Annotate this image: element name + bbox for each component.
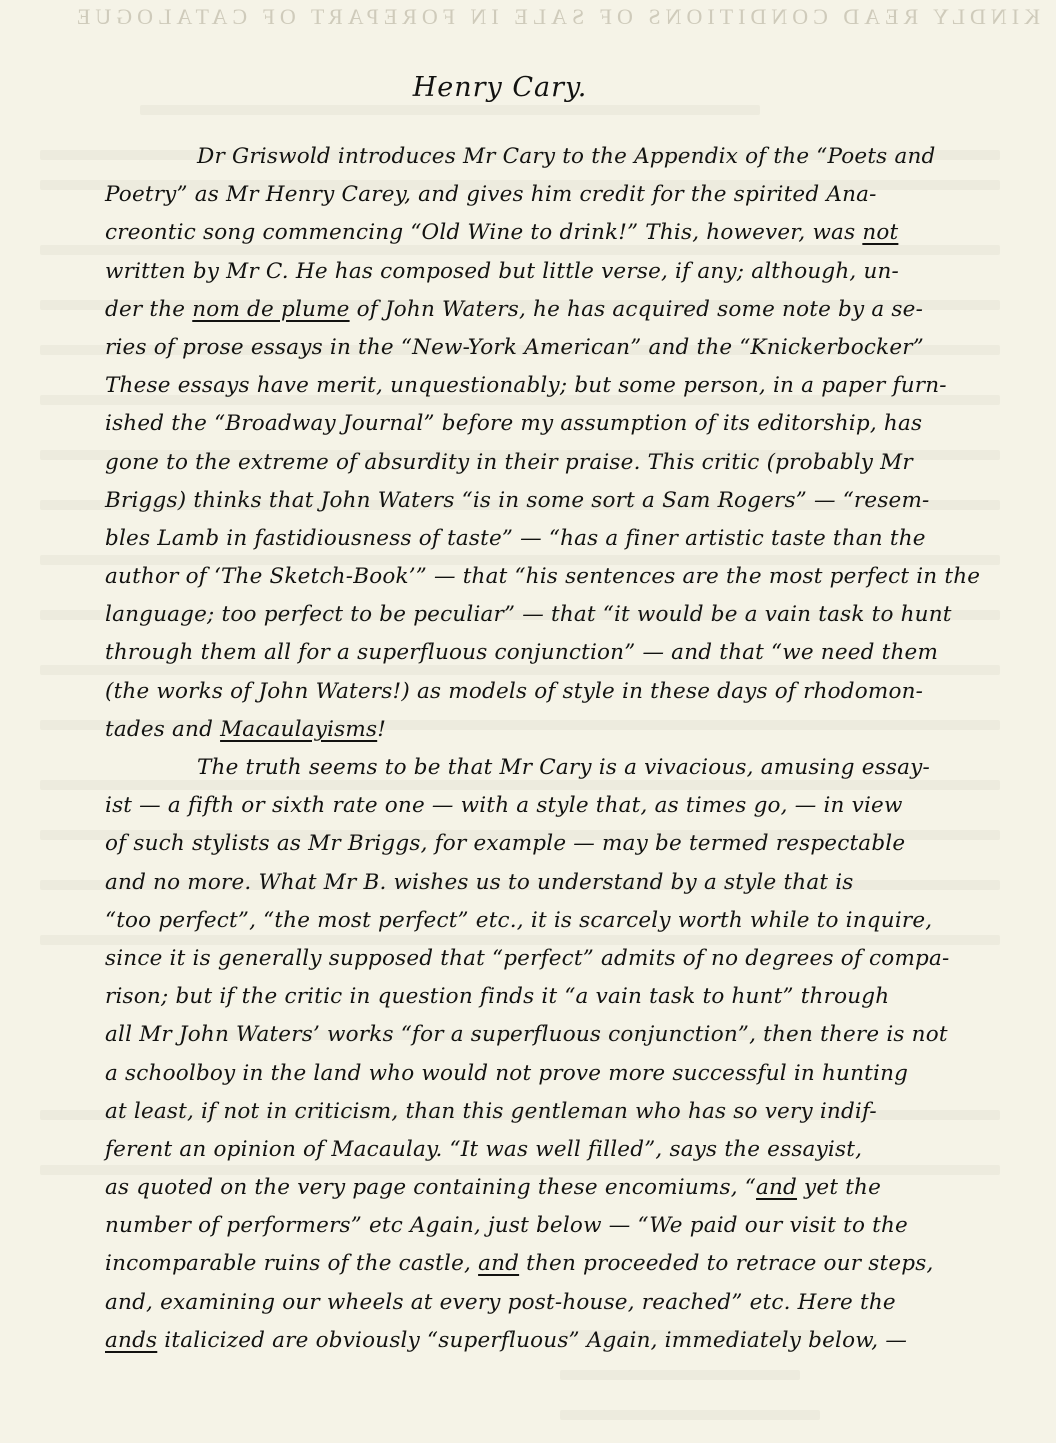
- line-text: The truth seems to be that Mr Cary is a vivacious, amusing essay-: [197, 755, 930, 780]
- manuscript-line: [105, 940, 995, 978]
- line-text: italicized are obviously “superfluous” Again, immediately below, —: [157, 1327, 908, 1353]
- line-text: ist — a fifth or sixth rate one — with a style that, as times go, — in view: [105, 793, 903, 819]
- line-text: number of performers” etc Again, just below — “We paid our visit to the: [105, 1213, 908, 1239]
- line-text: a schoolboy in the land who would not prove more successful in hunting: [105, 1060, 909, 1086]
- manuscript-line: [105, 1245, 995, 1283]
- manuscript-line: [105, 329, 995, 367]
- bleed-through-header: KINDLY READ CONDITIONS OF SALE IN FOREPART OF CATALOGUE: [71, 4, 1040, 29]
- line-text: (the works of John Waters!) as models of style in these days of rhodomon-: [105, 678, 924, 704]
- line-text: gone to the extreme of absurdity in their praise. This critic (probably Mr: [105, 449, 913, 475]
- manuscript-line: [105, 978, 995, 1016]
- manuscript-line: [105, 1131, 995, 1169]
- line-text: of John Waters, he has acquired some note by a se-: [349, 296, 924, 322]
- line-text: incomparable ruins of the castle,: [105, 1251, 479, 1277]
- manuscript-line: [105, 138, 995, 176]
- manuscript-line: [105, 825, 995, 863]
- manuscript-line: [105, 1207, 995, 1245]
- line-text: and no more. What Mr B. wishes us to understand by a style that is: [105, 869, 854, 895]
- line-text: yet the: [797, 1175, 882, 1201]
- manuscript-line: [105, 367, 995, 405]
- line-text: author of ‘The Sketch-Book’” — that “his sentences are the most perfect in the: [105, 564, 981, 590]
- line-text: since it is generally supposed that “perfect” admits of no degrees of compa-: [105, 945, 950, 971]
- manuscript-line: [105, 291, 995, 329]
- manuscript-line: [105, 520, 995, 558]
- line-text: through them all for a superfluous conjunction” — and that “we need them: [105, 640, 939, 666]
- line-text: bles Lamb in fastidiousness of taste” — “has a finer artistic taste than the: [105, 525, 926, 551]
- manuscript-line: [105, 214, 995, 252]
- page-title: Henry Cary.: [412, 72, 588, 103]
- line-text: all Mr John Waters’ works “for a superfluous conjunction”, then there is not: [105, 1022, 948, 1048]
- manuscript-line: [105, 1055, 995, 1093]
- line-text: of such stylists as Mr Briggs, for example — may be termed respectable: [105, 831, 906, 857]
- underlined-text: and: [755, 1175, 798, 1201]
- underlined-text: and: [478, 1251, 520, 1277]
- manuscript-line: [105, 749, 995, 787]
- underlined-text: Macaulayisms: [220, 716, 378, 742]
- line-text: and, examining our wheels at every post-house, reached” etc. Here the: [105, 1289, 896, 1315]
- line-text: Dr Griswold introduces Mr Cary to the Appendix of the “Poets and: [197, 144, 936, 169]
- line-text: as quoted on the very page containing these encomiums, “: [105, 1175, 756, 1201]
- line-text: !: [377, 716, 387, 742]
- line-text: creontic song commencing “Old Wine to drink!” This, however, was: [105, 220, 863, 246]
- line-text: then proceeded to retrace our steps,: [519, 1251, 934, 1277]
- manuscript-line: [105, 1093, 995, 1131]
- manuscript-line: [105, 176, 995, 214]
- manuscript-line: [105, 673, 995, 711]
- manuscript-line: [105, 558, 995, 596]
- line-text: “too perfect”, “the most perfect” etc., it is scarcely worth while to inquire,: [105, 907, 933, 933]
- line-text: rison; but if the critic in question finds it “a vain task to hunt” through: [105, 984, 890, 1010]
- line-text: Briggs) thinks that John Waters “is in some sort a Sam Rogers” — “resem-: [105, 487, 930, 513]
- manuscript-line: [105, 1016, 995, 1054]
- line-text: at least, if not in criticism, than this gentleman who has so very indif-: [105, 1098, 877, 1124]
- line-text: der the: [105, 296, 193, 322]
- manuscript-line: [105, 1322, 995, 1360]
- manuscript-line: [105, 482, 995, 520]
- manuscript-line: [105, 253, 995, 291]
- manuscript-line: [105, 596, 995, 634]
- line-text: written by Mr C. He has composed but little verse, if any; although, un-: [105, 258, 900, 284]
- manuscript-line: [105, 1169, 995, 1207]
- line-text: language; too perfect to be peculiar” — that “it would be a vain task to hunt: [105, 602, 952, 628]
- manuscript-line: [105, 634, 995, 672]
- line-text: tades and: [105, 716, 221, 742]
- line-text: ries of prose essays in the “New-York American” and the “Knickerbocker”: [105, 334, 924, 360]
- line-text: These essays have merit, unquestionably; but some person, in a paper furn-: [105, 373, 947, 399]
- manuscript-line: [105, 1284, 995, 1322]
- manuscript-line: [105, 405, 995, 443]
- manuscript-line: [105, 787, 995, 825]
- manuscript-line: [105, 902, 995, 940]
- manuscript-body: [105, 138, 995, 1360]
- manuscript-line: [105, 864, 995, 902]
- underlined-text: ands: [105, 1327, 158, 1353]
- line-text: ferent an opinion of Macaulay. “It was well filled”, says the essayist,: [105, 1136, 863, 1162]
- line-text: ished the “Broadway Journal” before my assumption of its editorship, has: [105, 411, 923, 437]
- underlined-text: nom de plume: [192, 296, 350, 322]
- line-text: Poetry” as Mr Henry Carey, and gives him credit for the spirited Ana-: [105, 182, 877, 208]
- underlined-text: not: [862, 220, 899, 246]
- manuscript-line: [105, 711, 995, 749]
- manuscript-line: [105, 444, 995, 482]
